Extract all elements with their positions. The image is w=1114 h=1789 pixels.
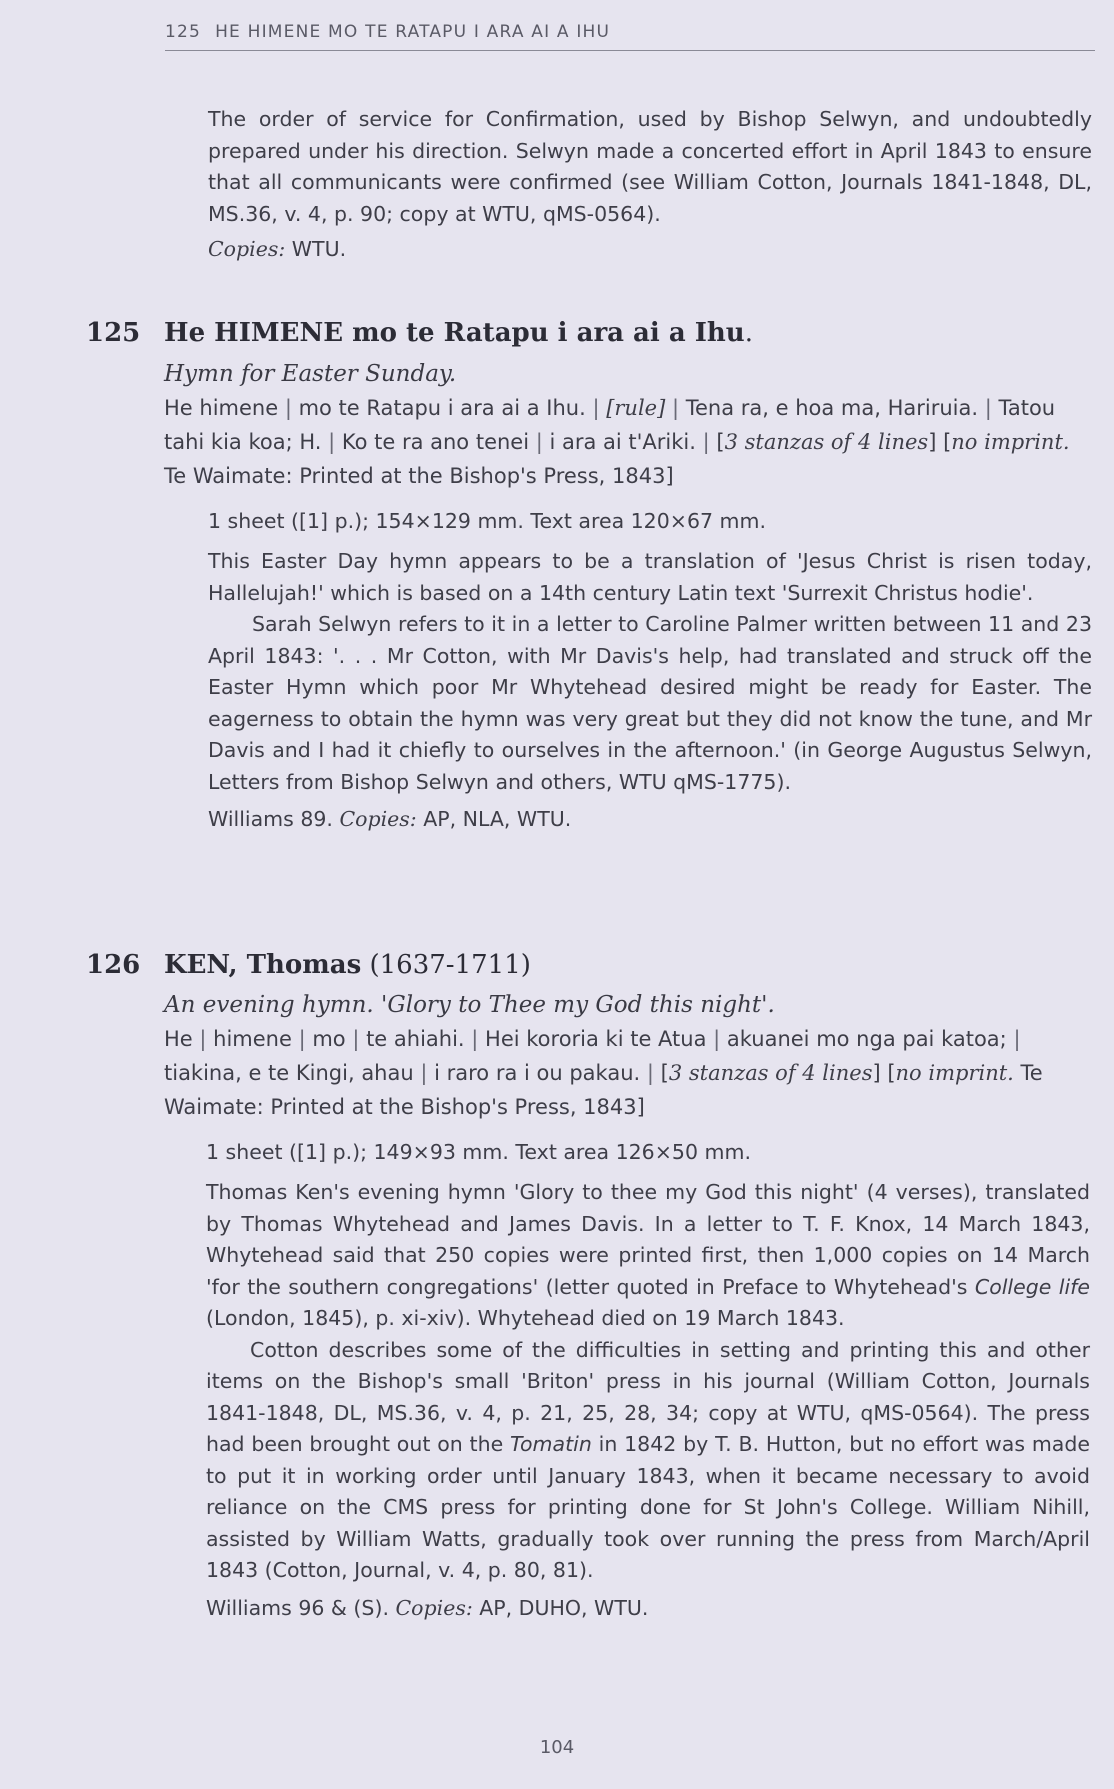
- entry-124-note: The order of service for Confirmation, used by Bishop Selwyn, and undoubtedly prepared under his direction. Selwyn made a concerted effort in April 1843 to ensure that all communicants were confirmed (see William Cotton, Journals 1841-1848, DL, MS.36, v. 4, p. 90; copy at WTU, qMS-0564).: [208, 107, 1092, 226]
- entry-126-subtitle: An evening hymn. 'Glory to Thee my God this night'.: [164, 992, 775, 1018]
- copies-value: AP, DUHO, WTU.: [472, 1595, 649, 1620]
- note-text: in 1842 by T. B. Hutton, but no effort was made to put it in working order until January 1843, when it became necessary to avoid reliance on the CMS press for printing done for St John's College. William Nihill, assisted by William Watts, gradually took over running the press from March/April 1843 (Cotton, Journal, v. 4, p. 80, 81).: [206, 1432, 1090, 1582]
- copies-label: Copies:: [395, 1595, 473, 1620]
- entry-126-refs: [206, 1593, 1090, 1624]
- t-italic: 3 stanzas of 4 lines: [724, 430, 929, 454]
- entry-125-refs: [208, 804, 1092, 835]
- entry-title-period: .: [744, 318, 753, 348]
- entry-126-note-2: [206, 1335, 1090, 1587]
- note-text: Thomas Ken's evening hymn 'Glory to thee my God this night' (4 verses), translated by Thomas Whytehead and James Davis. In a letter to T. F. Knox, 14 March 1843, Whytehead said that 250 copies were printed first, then 1,000 copies on 14 March 'for the southern congregations' (letter quoted in Preface to Whytehead's: [206, 1180, 1090, 1299]
- t-seg: Te Waimate: Printed at the Bishop's Press, 1843]: [164, 1061, 1043, 1119]
- t-seg: ] [: [928, 430, 952, 454]
- entry-126-collation: 1 sheet ([1] p.); 149×93 mm. Text area 126×50 mm.: [206, 1140, 751, 1164]
- entry-125-transcription: He himene | mo te Ratapu i ara ai a Ihu. | [rule] | Tena ra, e hoa ma, Hariruia. | Tatou tahi kia koa; H. | Ko te ra ano tenei | i ara ai t'Ariki. | [3 stanzas of 4 lines] [no imprint. Te Waimate: Printed at the Bishop's Press, 1843]: [164, 396, 1070, 488]
- t-seg: i ara ai t'Ariki.: [542, 430, 703, 454]
- note-text: (London, 1845), p. xi-xiv). Whytehead died on 19 March 1843.: [206, 1306, 845, 1330]
- entry-number: 125: [86, 318, 141, 348]
- copies-label: Copies:: [339, 807, 417, 831]
- entry-126-note-1: [206, 1177, 1090, 1335]
- entry-124-notes: [208, 104, 1092, 265]
- page-number: 104: [539, 1737, 575, 1758]
- t-seg: i raro ra i ou pakau.: [427, 1061, 647, 1085]
- t-seg: mo: [305, 1027, 353, 1051]
- refs-text: Williams 89.: [208, 807, 340, 831]
- entry-126-transcription: He | himene | mo | te ahiahi. | Hei kororia ki te Atua | akuanei mo nga pai katoa; | tiakina, e te Kingi, ahau | i raro ra i ou pakau. | [3 stanzas of 4 lines] [no imprint. Te Waimate: Printed at the Bishop's Press, 1843]: [164, 1027, 1043, 1119]
- running-head-number: 125: [165, 22, 202, 42]
- copies-value: AP, NLA, WTU.: [416, 807, 572, 831]
- copies-value: WTU.: [285, 237, 347, 261]
- entry-125-transcription-block: [164, 357, 1094, 493]
- running-head: [165, 22, 1095, 51]
- t-seg: akuanei mo nga pai katoa;: [720, 1027, 1014, 1051]
- entry-author: KEN, Thomas: [164, 950, 362, 980]
- entry-125-subtitle: Hymn for Easter Sunday.: [164, 361, 457, 387]
- t-seg: He: [164, 1027, 200, 1051]
- entry-title-text: He HIMENE mo te Ratapu i ara ai a Ihu: [164, 318, 745, 348]
- t-italic: 3 stanzas of 4 lines: [668, 1061, 873, 1085]
- t-italic: no imprint.: [951, 430, 1070, 454]
- t-seg: tiakina, e te Kingi, ahau: [164, 1061, 421, 1085]
- t-seg: ] [: [872, 1061, 896, 1085]
- t-seg: [: [660, 1061, 669, 1085]
- t-seg: Tena ra, e hoa ma, Hariruia.: [679, 396, 985, 420]
- entry-125-note-2: Sarah Selwyn refers to it in a letter to Caroline Palmer written between 11 and 23 April 1843: '. . . Mr Cotton, with Mr Davis's help, had translated and struck off the Easter Hymn which poor Mr Whytehead desired might be ready for Easter. The eagerness to obtain the hymn was very great but they did not know the tune, and Mr Davis and I had it chiefly to ourselves in the afternoon.' (in George Augustus Selwyn, Letters from Bishop Selwyn and others, WTU qMS-1775).: [208, 612, 1092, 794]
- t-rule: [rule]: [606, 396, 666, 420]
- t-italic: no imprint.: [895, 1061, 1014, 1085]
- t-seg: himene: [206, 1027, 299, 1051]
- t-seg: Hei kororia ki te Atua: [478, 1027, 714, 1051]
- entry-126-notes: [206, 1137, 1090, 1624]
- entry-dates: (1637-1711): [369, 950, 531, 980]
- note-text: Cotton describes some of the difficulties in setting and printing this and other items on the Bishop's small 'Briton' press in his journal (William Cotton, Journals 1841-1848, DL, MS.36, v. 4, p. 21, 25, 28, 34; copy at WTU, qMS-0564). The press had been brought out on the: [206, 1337, 1090, 1456]
- entry-title: [164, 318, 753, 348]
- entry-125-collation: 1 sheet ([1] p.); 154×129 mm. Text area 120×67 mm.: [208, 509, 767, 533]
- t-seg: He himene: [164, 396, 285, 420]
- t-seg: Ko te ra ano tenei: [335, 430, 536, 454]
- refs-text: Williams 96 & (S).: [206, 1595, 396, 1620]
- t-seg: mo te Ratapu i ara ai a Ihu.: [291, 396, 593, 420]
- entry-125-notes: [208, 506, 1092, 835]
- entry-title: [164, 950, 531, 980]
- copies-label: Copies:: [208, 237, 286, 261]
- entry-124-copies: [208, 234, 1092, 265]
- t-seg: Te Waimate: Printed at the Bishop's Press, 1843]: [164, 464, 674, 488]
- running-head-title: HE HIMENE MO TE RATAPU I ARA AI A IHU: [215, 22, 611, 42]
- entry-125-note-1: This Easter Day hymn appears to be a translation of 'Jesus Christ is risen today, Hallelujah!' which is based on a 14th century Latin text 'Surrexit Christus hodie'.: [208, 549, 1092, 605]
- t-seg: [: [716, 430, 725, 454]
- t-seg: te ahiahi.: [359, 1027, 472, 1051]
- entry-126-transcription-block: [164, 988, 1094, 1124]
- t-seg: Tatou tahi kia koa; H.: [164, 396, 1056, 454]
- entry-number: 126: [86, 950, 141, 980]
- note-italic: College life: [974, 1274, 1091, 1299]
- note-italic: Tomatin: [510, 1432, 592, 1456]
